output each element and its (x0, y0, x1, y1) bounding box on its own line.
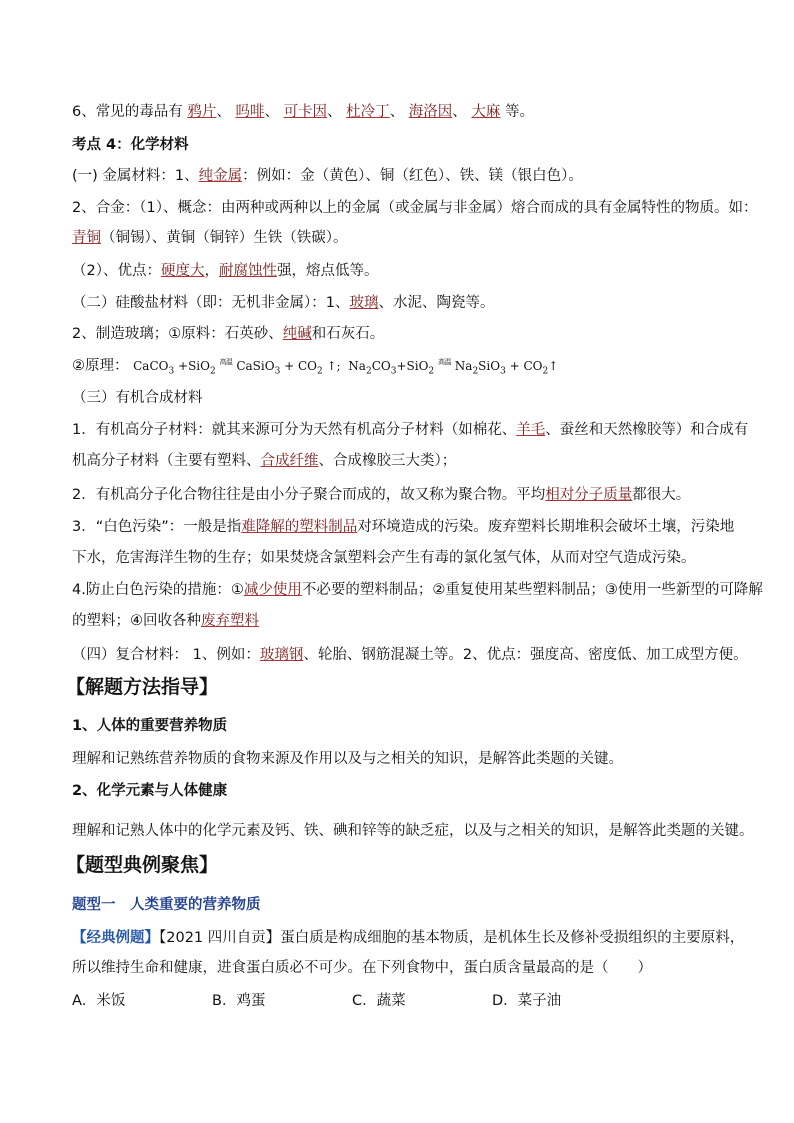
principle-label: ②原理： (72, 358, 129, 374)
drugs-suffix: 等。 (505, 104, 534, 120)
drug-6: 大麻 (471, 104, 501, 120)
text: 4.防止白色污染的措施：① (72, 582, 244, 598)
underlined-term: 合成纤维 (260, 453, 319, 469)
text: 2、制造玻璃；①原料：石英砂、 (72, 326, 283, 342)
text: （二）硅酸盐材料（即：无机非金属）：1、 (72, 295, 350, 311)
prevention-line-1 (72, 580, 763, 600)
alloy-line-1: 2、合金：（1）、概念：由两种或两种以上的金属（或金属与非金属）熔合而成的具有金属特性的物质。如： (72, 200, 758, 216)
underlined-term: 难降解的塑料制品 (241, 519, 358, 535)
text: ， (204, 263, 219, 279)
question-text: 蛋白质是构成细胞的基本物质，是机体生长及修补受损组织的主要原料， (280, 930, 745, 946)
text: （铜锡）、黄铜（铜锌）生铁（铁碳）。 (101, 230, 348, 246)
underlined-term: 玻璃 (349, 295, 379, 311)
underlined-term: 相对分子质量 (545, 487, 633, 503)
option-b[interactable]: B．鸡蛋 (212, 993, 266, 1009)
organic-line-2 (72, 451, 732, 471)
reaction-principle-line (72, 356, 732, 381)
question-type-title: 题型一 人类重要的营养物质 (72, 897, 261, 913)
prevention-line-2 (72, 611, 732, 631)
underlined-term: 纯碱 (282, 326, 312, 342)
glass-line (72, 324, 732, 344)
alloy-line-2 (72, 228, 732, 248)
option-c[interactable]: C．蔬菜 (352, 993, 406, 1009)
reaction-condition: 高温 (219, 358, 233, 366)
equation-1: CaCO$_3$ +SiO$_2$ $^{高温}$ CaSiO$_3$ + $CO_2$ ↑; (133, 358, 345, 377)
text: (一) 金属材料：1、 (72, 168, 199, 184)
classic-example-tag: 【经典例题】 (72, 930, 159, 946)
underlined-term: 青铜 (72, 230, 101, 246)
silicate-line (72, 293, 732, 313)
text: 、合成橡胶三大类）； (318, 453, 457, 469)
organic-heading: （三）有机合成材料 (72, 390, 203, 406)
method-guide-heading: 【解题方法指导】 (66, 676, 219, 698)
drug-4: 杜冷丁 (346, 104, 390, 120)
underlined-term: 羊毛 (516, 422, 546, 438)
question-source: 【2021 四川自贡】 (159, 930, 281, 946)
option-a[interactable]: A．米饭 (72, 993, 126, 1009)
method-item-1-title: 1、人体的重要营养物质 (72, 718, 228, 734)
underlined-term: 减少使用 (243, 582, 302, 598)
underlined-term: 玻璃钢 (259, 647, 304, 663)
text: 2．有机高分子化合物往往是由小分子聚合而成的，故又称为聚合物。平均 (72, 487, 546, 503)
text: 、轮胎、钢筋混凝土等。2、优点：强度高、密度低、加工成型方便。 (303, 647, 748, 663)
typical-examples-heading: 【题型典例聚焦】 (66, 854, 219, 876)
method-item-1-text: 理解和记熟练营养物质的食物来源及作用以及与之相关的知识，是解答此类题的关键。 (72, 751, 623, 767)
white-pollution-line-2: 下水，危害海洋生物的生存；如果焚烧含氯塑料会产生有毒的氯化氢气体，从而对空气造成污染。 (72, 550, 696, 566)
method-item-2-text: 理解和记熟人体中的化学元素及钙、铁、碘和锌等的缺乏症，以及与之相关的知识，是解答此类题的关键。 (72, 823, 754, 839)
text: 都很大。 (632, 487, 691, 503)
text: 和石灰石。 (311, 326, 385, 342)
drug-5: 海洛因 (408, 104, 453, 120)
example-question-line-2: 所以维持生命和健康，进食蛋白质必不可少。在下列食物中，蛋白质含量最高的是（ ） (72, 960, 652, 976)
white-pollution-line-1 (72, 517, 735, 537)
text: 对环境造成的污染。废弃塑料长期堆积会破坏土壤，污染地 (357, 519, 735, 535)
underlined-term: 废弃塑料 (201, 613, 259, 629)
equation-2: $Na_2CO_3+SiO_2$ $^{高温}$ $Na_2SiO_3$ + $CO_2↑$ (344, 358, 559, 377)
metal-materials-line (72, 166, 732, 186)
answer-options (72, 991, 732, 1011)
text: 、水泥、陶瓷等。 (378, 295, 495, 311)
underlined-term: 耐腐蚀性 (218, 263, 277, 279)
text: （2）、优点： (72, 263, 161, 279)
sep: 、 (216, 104, 231, 120)
text: 的塑料；④回收各种 (72, 613, 201, 629)
text: 、蚕丝和天然橡胶等）和合成有 (545, 422, 749, 438)
alloy-advantages-line (72, 261, 732, 281)
organic-line-1 (72, 420, 749, 440)
reaction-condition: 高温 (437, 358, 451, 366)
sep: 、 (264, 104, 279, 120)
example-question-line-1 (72, 928, 745, 948)
text: （四）复合材料： 1、例如： (72, 647, 260, 663)
drug-3: 可卡因 (283, 104, 328, 120)
composite-line (72, 645, 748, 665)
option-d[interactable]: D．菜子油 (492, 993, 562, 1009)
sep: 、 (452, 104, 467, 120)
drug-2: 吗啡 (235, 104, 265, 120)
drugs-line (72, 102, 732, 122)
drugs-prefix: 6、常见的毒品有 (72, 104, 183, 120)
underlined-term: 硬度大 (160, 263, 205, 279)
polymer-line (72, 485, 732, 505)
drug-1: 鸦片 (187, 104, 217, 120)
sep: 、 (389, 104, 405, 120)
sep: 、 (327, 104, 342, 120)
section-heading-kaodian4: 考点 4：化学材料 (72, 137, 189, 153)
text: 强，熔点低等。 (276, 263, 379, 279)
text: ：例如：金（黄色）、铜（红色）、铁、镁（银白色）。 (242, 168, 583, 184)
text: 机高分子材料（主要有塑料、 (72, 453, 261, 469)
text: 1．有机高分子材料：就其来源可分为天然有机高分子材料（如棉花、 (72, 422, 517, 438)
text: 3．“白色污染”：一般是指 (72, 519, 242, 535)
underlined-term: 纯金属 (198, 168, 243, 184)
text: 不必要的塑料制品；②重复使用某些塑料制品；③使用一些新型的可降解 (301, 582, 763, 598)
method-item-2-title: 2、化学元素与人体健康 (72, 783, 228, 799)
